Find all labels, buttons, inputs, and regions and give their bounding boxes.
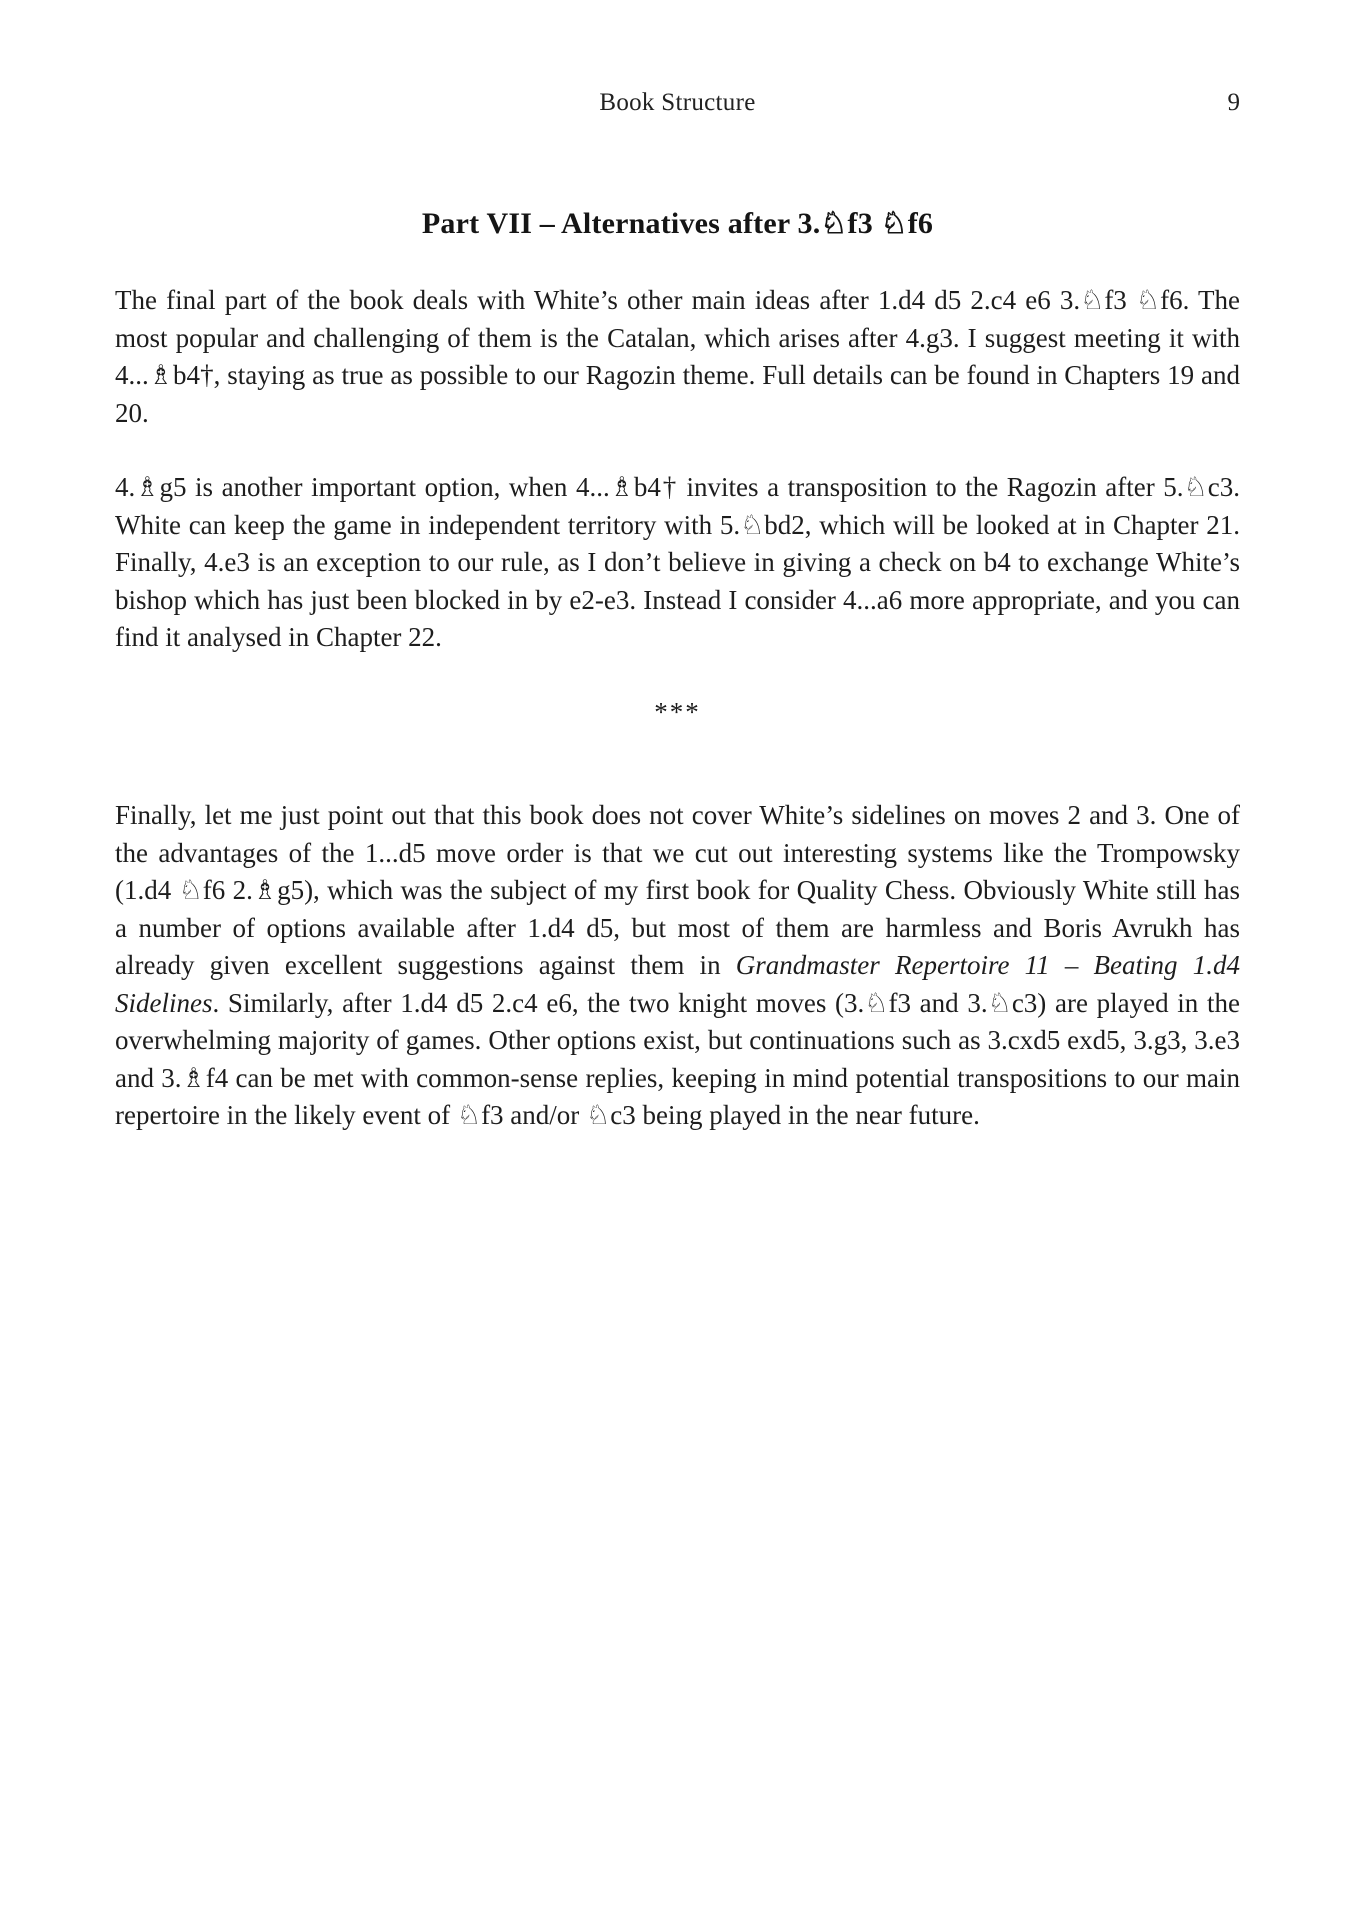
page-number: 9 xyxy=(1227,89,1240,116)
paragraph-sidelines-text-1: Finally, let me just point out that this book does not cover White’s sidelines on moves 2 and 3. One of the advantages of the 1...d5 move order is that we cut out interesting systems like the Trompowsky (1.d4 ♘f6 2.♗g5), which was the subject of my first book for Quality Chess. Obviously White still has a number of options available after 1.d4 d5, but most of them are harmless and Boris Avrukh has already given excellent suggestions against them in xyxy=(115,800,1240,980)
part-heading: Part VII – Alternatives after 3.♘f3 ♘f6 xyxy=(421,207,934,240)
paragraph-sidelines-text-2: . Similarly, after 1.d4 d5 2.c4 e6, the two knight moves (3.♘f3 and 3.♘c3) are played in the overwhelming majority of games. Other options exist, but continuations such as 3.cxd5 exd5, 3.g3, 3.e3 and 3.♗f4 can be met with common-sense replies, keeping in mind potential transpositions to our main repertoire in the likely event of ♘f3 and/or ♘c3 being played in the near future. xyxy=(115,987,1240,1130)
section-separator: *** xyxy=(654,696,701,727)
body-text xyxy=(115,282,1240,1135)
paragraph-bg5-option: 4.♗g5 is another important option, when 4...♗b4† invites a transposition to the Ragozin after 5.♘c3. White can keep the game in independent territory with 5.♘bd2, which will be looked at in Chapter 21. Finally, 4.e3 is an exception to our rule, as I don’t believe in giving a check on b4 to exchange White’s bishop which has just been blocked in by e2-e3. Instead I consider 4...a6 more appropriate, and you can find it analysed in Chapter 22. xyxy=(115,472,1240,652)
running-head xyxy=(115,88,1240,118)
running-head-title: Book Structure xyxy=(599,89,756,116)
book-title-italic: Grandmaster Repertoire 11 – Beating 1.d4 Sidelines xyxy=(115,950,1240,1018)
paragraph-sidelines xyxy=(115,797,1240,1135)
paragraph-final-part: The final part of the book deals with White’s other main ideas after 1.d4 d5 2.c4 e6 3.♘f3 ♘f6. The most popular and challenging of them is the Catalan, which arises after 4.g3. I suggest meeting it with 4...♗b4†, staying as true as possible to our Ragozin theme. Full details can be found in Chapters 19 and 20. xyxy=(115,285,1240,428)
